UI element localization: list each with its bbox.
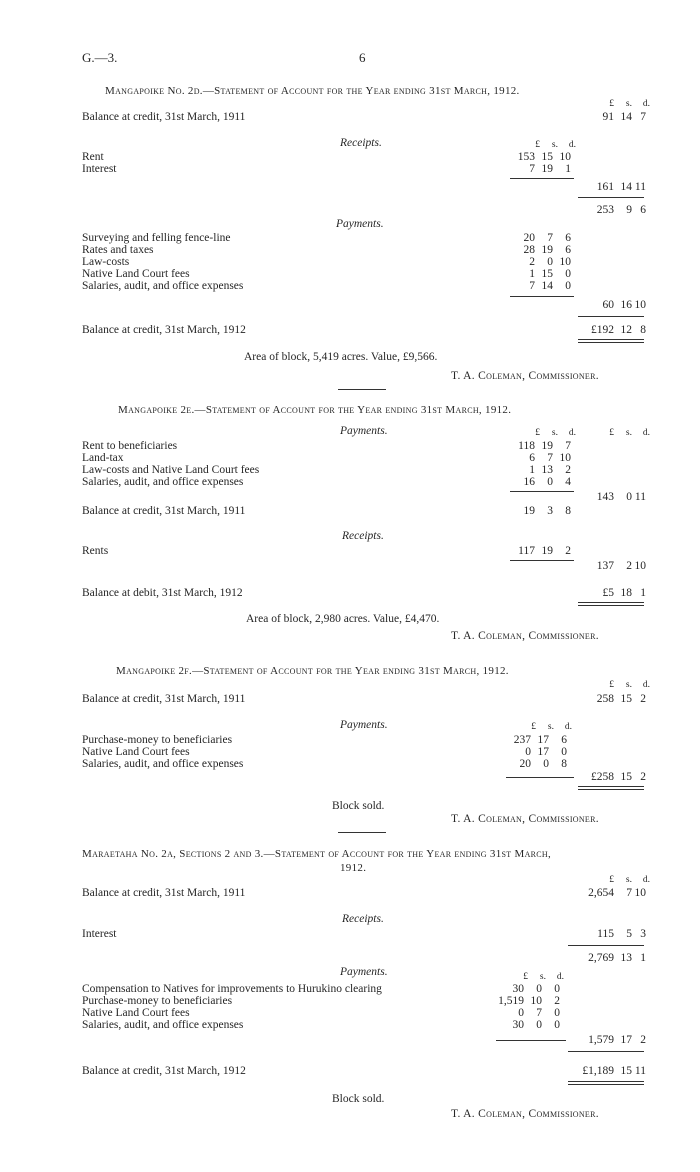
s1-lsd-header: £ s. d. [609, 99, 650, 109]
s1-receipt-amount: 153 15 10 [517, 151, 571, 163]
s2-receipt-label: Rents [82, 545, 109, 557]
s2-payment-label: Law-costs and Native Land Court fees [82, 464, 260, 476]
s3-payments-heading: Payments. [340, 719, 388, 731]
page-number: 6 [359, 50, 366, 65]
s3-title: Mangapoike 2f.—Statement of Account for the Year ending 31st March, 1912. [116, 665, 509, 677]
s2-payment-amount: 6 7 10 [529, 452, 571, 464]
s4-commissioner: T. A. Coleman, Commissioner. [451, 1108, 599, 1120]
s4-payment-label: Purchase-money to beneficiaries [82, 995, 233, 1007]
s2-payment-amount: 118 19 7 [518, 440, 571, 452]
rule [578, 339, 644, 340]
s4-payment-label: Native Land Court fees [82, 1007, 190, 1019]
page-ref: G.—3. [82, 50, 118, 65]
s1-commissioner: T. A. Coleman, Commissioner. [451, 370, 599, 382]
s3-payment-amount: 237 17 6 [513, 734, 567, 746]
s3-commissioner: T. A. Coleman, Commissioner. [451, 813, 599, 825]
s1-closing-label: Balance at credit, 31st March, 1912 [82, 324, 246, 336]
s4-payments-total: 1,579 17 2 [588, 1034, 646, 1046]
s4-opening-label: Balance at credit, 31st March, 1911 [82, 887, 246, 899]
s4-receipts-heading: Receipts. [342, 913, 384, 925]
s2-opening-label: Balance at credit, 31st March, 1911 [82, 505, 246, 517]
s1-receipt-label: Interest [82, 163, 117, 175]
rule [506, 777, 574, 778]
s3-opening-label: Balance at credit, 31st March, 1911 [82, 693, 246, 705]
s2-payment-label: Rent to beneficiaries [82, 440, 178, 452]
s2-closing-label: Balance at debit, 31st March, 1912 [82, 587, 243, 599]
rule [568, 1084, 644, 1085]
s2-payment-label: Salaries, audit, and office expenses [82, 476, 244, 488]
rule [568, 1081, 644, 1082]
s3-payment-label: Salaries, audit, and office expenses [82, 758, 244, 770]
s2-receipts-total: 137 2 10 [596, 560, 646, 572]
s4-closing-amount: £1,189 15 11 [582, 1065, 646, 1077]
rule [578, 605, 644, 606]
s3-payments-total: £258 15 2 [591, 771, 646, 783]
s1-payment-amount: 2 0 10 [529, 256, 571, 268]
s2-note: Area of block, 2,980 acres. Value, £4,470. [246, 613, 440, 625]
s1-receipts-total: 161 14 11 [596, 181, 646, 193]
s4-payment-label: Compensation to Natives for improvements to Hurukino clearing [82, 983, 382, 995]
s1-receipts-heading: Receipts. [340, 137, 382, 149]
s2-payment-label: Land-tax [82, 452, 124, 464]
s4-lsd-header: £ s. d. [609, 875, 650, 885]
s1-payments-heading: Payments. [336, 218, 384, 230]
rule [510, 178, 574, 179]
s4-receipt-amount: 115 5 3 [597, 928, 646, 940]
rule [578, 786, 644, 787]
s1-subtotal: 253 9 6 [596, 204, 646, 216]
rule [578, 342, 644, 343]
s2-payments-total: 143 0 11 [596, 491, 646, 503]
s3-payments-lsd: £ s. d. [531, 722, 572, 732]
s2-closing-amount: £5 18 1 [602, 587, 646, 599]
s3-payment-amount: 20 0 8 [519, 758, 567, 770]
s4-title-line2: 1912. [340, 862, 367, 874]
s1-payment-amount: 7 14 0 [529, 280, 571, 292]
s3-payment-label: Native Land Court fees [82, 746, 190, 758]
s4-note: Block sold. [332, 1093, 385, 1105]
s2-commissioner: T. A. Coleman, Commissioner. [451, 630, 599, 642]
s3-payment-amount: 0 17 0 [525, 746, 567, 758]
rule [568, 945, 644, 946]
s1-opening-amount: 91 14 7 [602, 111, 646, 123]
s4-payment-amount: 30 0 0 [512, 1019, 560, 1031]
s1-receipt-amount: 7 19 1 [529, 163, 571, 175]
s3-note: Block sold. [332, 800, 385, 812]
s4-payment-label: Salaries, audit, and office expenses [82, 1019, 244, 1031]
s4-subtotal: 2,769 13 1 [588, 952, 646, 964]
rule [568, 1051, 644, 1052]
rule [578, 602, 644, 603]
s1-title: Mangapoike No. 2d.—Statement of Account for the Year ending 31st March, 1912. [105, 85, 520, 97]
s1-receipts-lsd: £ s. d. [535, 140, 576, 150]
s3-opening-amount: 258 15 2 [596, 693, 646, 705]
s1-payment-label: Native Land Court fees [82, 268, 190, 280]
s3-lsd-header: £ s. d. [609, 680, 650, 690]
s1-receipt-label: Rent [82, 151, 104, 163]
s4-payment-amount: 30 0 0 [512, 983, 560, 995]
s1-closing-amount: £192 12 8 [591, 324, 646, 336]
s1-opening-label: Balance at credit, 31st March, 1911 [82, 111, 246, 123]
s3-payment-label: Purchase-money to beneficiaries [82, 734, 233, 746]
s1-payment-amount: 1 15 0 [529, 268, 571, 280]
s4-opening-amount: 2,654 7 10 [588, 887, 646, 899]
s1-payment-label: Surveying and felling fence-line [82, 232, 231, 244]
rule [496, 1040, 566, 1041]
rule [510, 560, 574, 561]
section-divider [338, 389, 386, 390]
s2-payments-lsd: £ s. d. [535, 428, 576, 438]
s4-payments-lsd: £ s. d. [523, 972, 564, 982]
s2-payment-amount: 1 13 2 [529, 464, 571, 476]
s2-payments-heading: Payments. [340, 425, 388, 437]
s2-receipts-heading: Receipts. [342, 530, 384, 542]
s4-title-line1: Maraetaha No. 2a, Sections 2 and 3.—Statement of Account for the Year ending 31st March, [82, 848, 552, 860]
s2-payment-amount: 16 0 4 [523, 476, 571, 488]
s1-note: Area of block, 5,419 acres. Value, £9,566. [244, 351, 438, 363]
s2-opening-amount: 19 3 8 [523, 505, 571, 517]
s1-payment-label: Salaries, audit, and office expenses [82, 280, 244, 292]
s1-payment-label: Law-costs [82, 256, 130, 268]
s2-title: Mangapoike 2e.—Statement of Account for the Year ending 31st March, 1912. [118, 404, 512, 416]
rule [510, 296, 574, 297]
s1-payment-amount: 28 19 6 [523, 244, 571, 256]
s1-payment-amount: 20 7 6 [523, 232, 571, 244]
rule [578, 789, 644, 790]
section-divider [338, 832, 386, 833]
s4-payments-heading: Payments. [340, 966, 388, 978]
s2-total-lsd: £ s. d. [609, 428, 650, 438]
s1-payments-total: 60 16 10 [602, 299, 646, 311]
s4-payment-amount: 1,519 10 2 [498, 995, 560, 1007]
rule [578, 197, 644, 198]
rule [578, 316, 644, 317]
s4-receipt-label: Interest [82, 928, 117, 940]
s1-payment-label: Rates and taxes [82, 244, 154, 256]
s4-payment-amount: 0 7 0 [518, 1007, 560, 1019]
s4-closing-label: Balance at credit, 31st March, 1912 [82, 1065, 246, 1077]
s2-receipt-amount: 117 19 2 [518, 545, 571, 557]
rule [510, 491, 574, 492]
